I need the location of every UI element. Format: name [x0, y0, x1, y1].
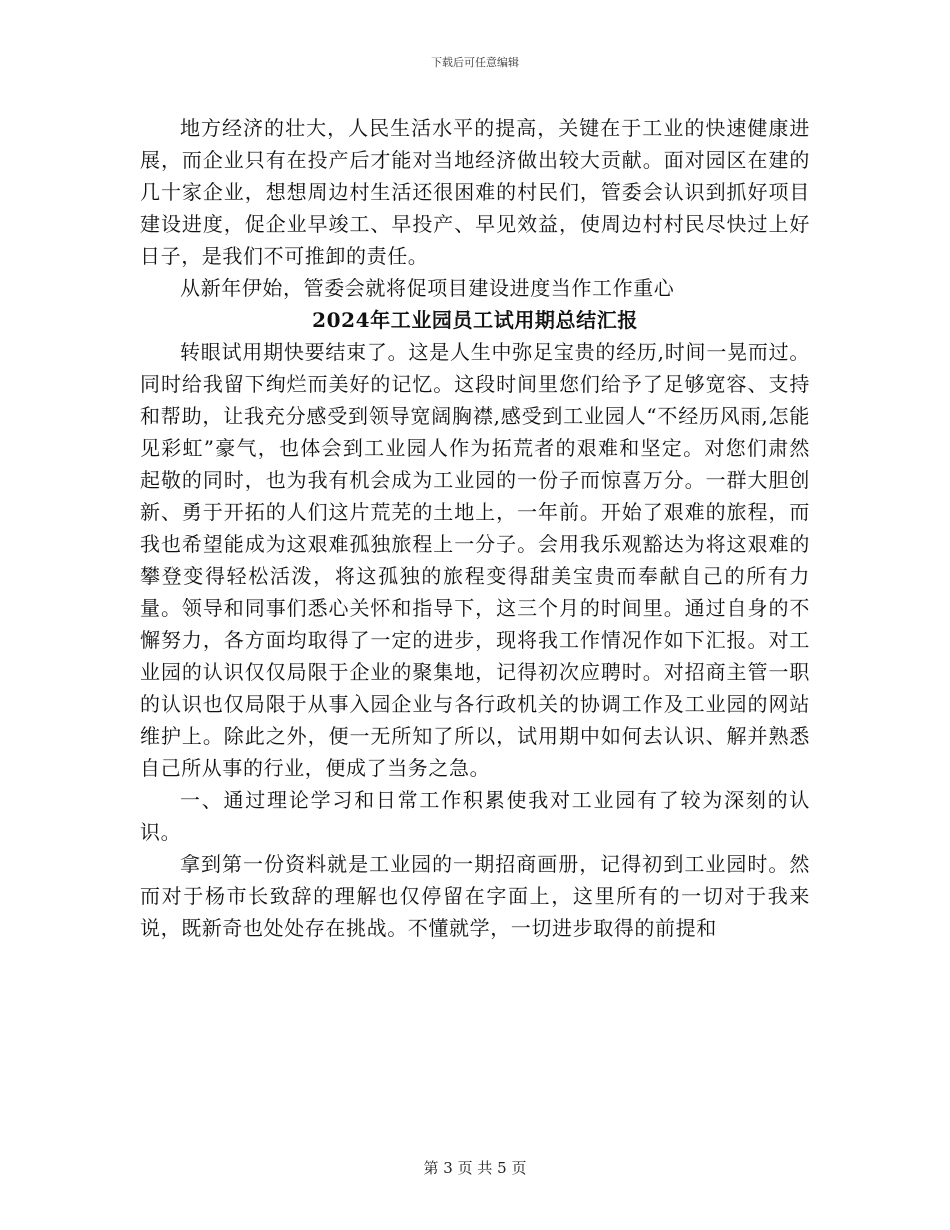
body-paragraph-3: 拿到第一份资料就是工业园的一期招商画册，记得初到工业园时。然而对于杨市长致辞的理解也仅停留在字面上，这里所有的一切对于我来说，既新奇也处处存在挑战。不懂就学，一切进步取得的前提和	[140, 852, 810, 940]
body-paragraph-1: 转眼试用期快要结束了。这是人生中弥足宝贵的经历,时间一晃而过。同时给我留下绚烂而美好的记忆。这段时间里您们给予了足够宽容、支持和帮助，让我充分感受到领导宽阔胸襟,感受到工业园人“不经历风雨,怎能见彩虹”豪气，也体会到工业园人作为拓荒者的艰难和坚定。对您们肃然起敬的同时，也为我有机会成为工业园的一份子而惊喜万分。一群大胆创新、勇于开拓的人们这片荒芜的土地上，一年前。开始了艰难的旅程，而我也希望能成为这艰难孤独旅程上一分子。会用我乐观豁达为将这艰难的攀登变得轻松活泼，将这孤独的旅程变得甜美宝贵而奉献自己的所有力量。领导和同事们悉心关怀和指导下，这三个月的时间里。通过自身的不懈努力，各方面均取得了一定的进步，现将我工作情况作如下汇报。对工业园的认识仅仅局限于企业的聚集地，记得初次应聘时。对招商主管一职的认识也仅局限于从事入园企业与各行政机关的协调工作及工业园的网站维护上。除此之外，便一无所知了所以，试用期中如何去认识、解并熟悉自己所从事的行业，便成了当务之急。	[140, 340, 810, 780]
intro-paragraph-2: 从新年伊始，管委会就将促项目建设进度当作工作重心	[180, 276, 675, 300]
intro-paragraph-1: 地方经济的壮大，人民生活水平的提高，关键在于工业的快速健康进展，而企业只有在投产后才能对当地经济做出较大贡献。面对园区在建的几十家企业，想想周边村生活还很困难的村民们，管委会认识到抓好项目建设进度，促企业早竣工、早投产、早见效益，使周边村村民尽快过上好日子，是我们不可推卸的责任。	[140, 116, 810, 268]
body-paragraph-2: 一、通过理论学习和日常工作积累使我对工业园有了较为深刻的认识。	[140, 788, 810, 844]
page-header: 下载后可任意编辑	[431, 56, 519, 69]
document-body	[140, 112, 810, 944]
document-title: 2024年工业园员工试用期总结汇报	[312, 308, 638, 332]
page-footer: 第 3 页 共 5 页	[423, 1159, 527, 1177]
